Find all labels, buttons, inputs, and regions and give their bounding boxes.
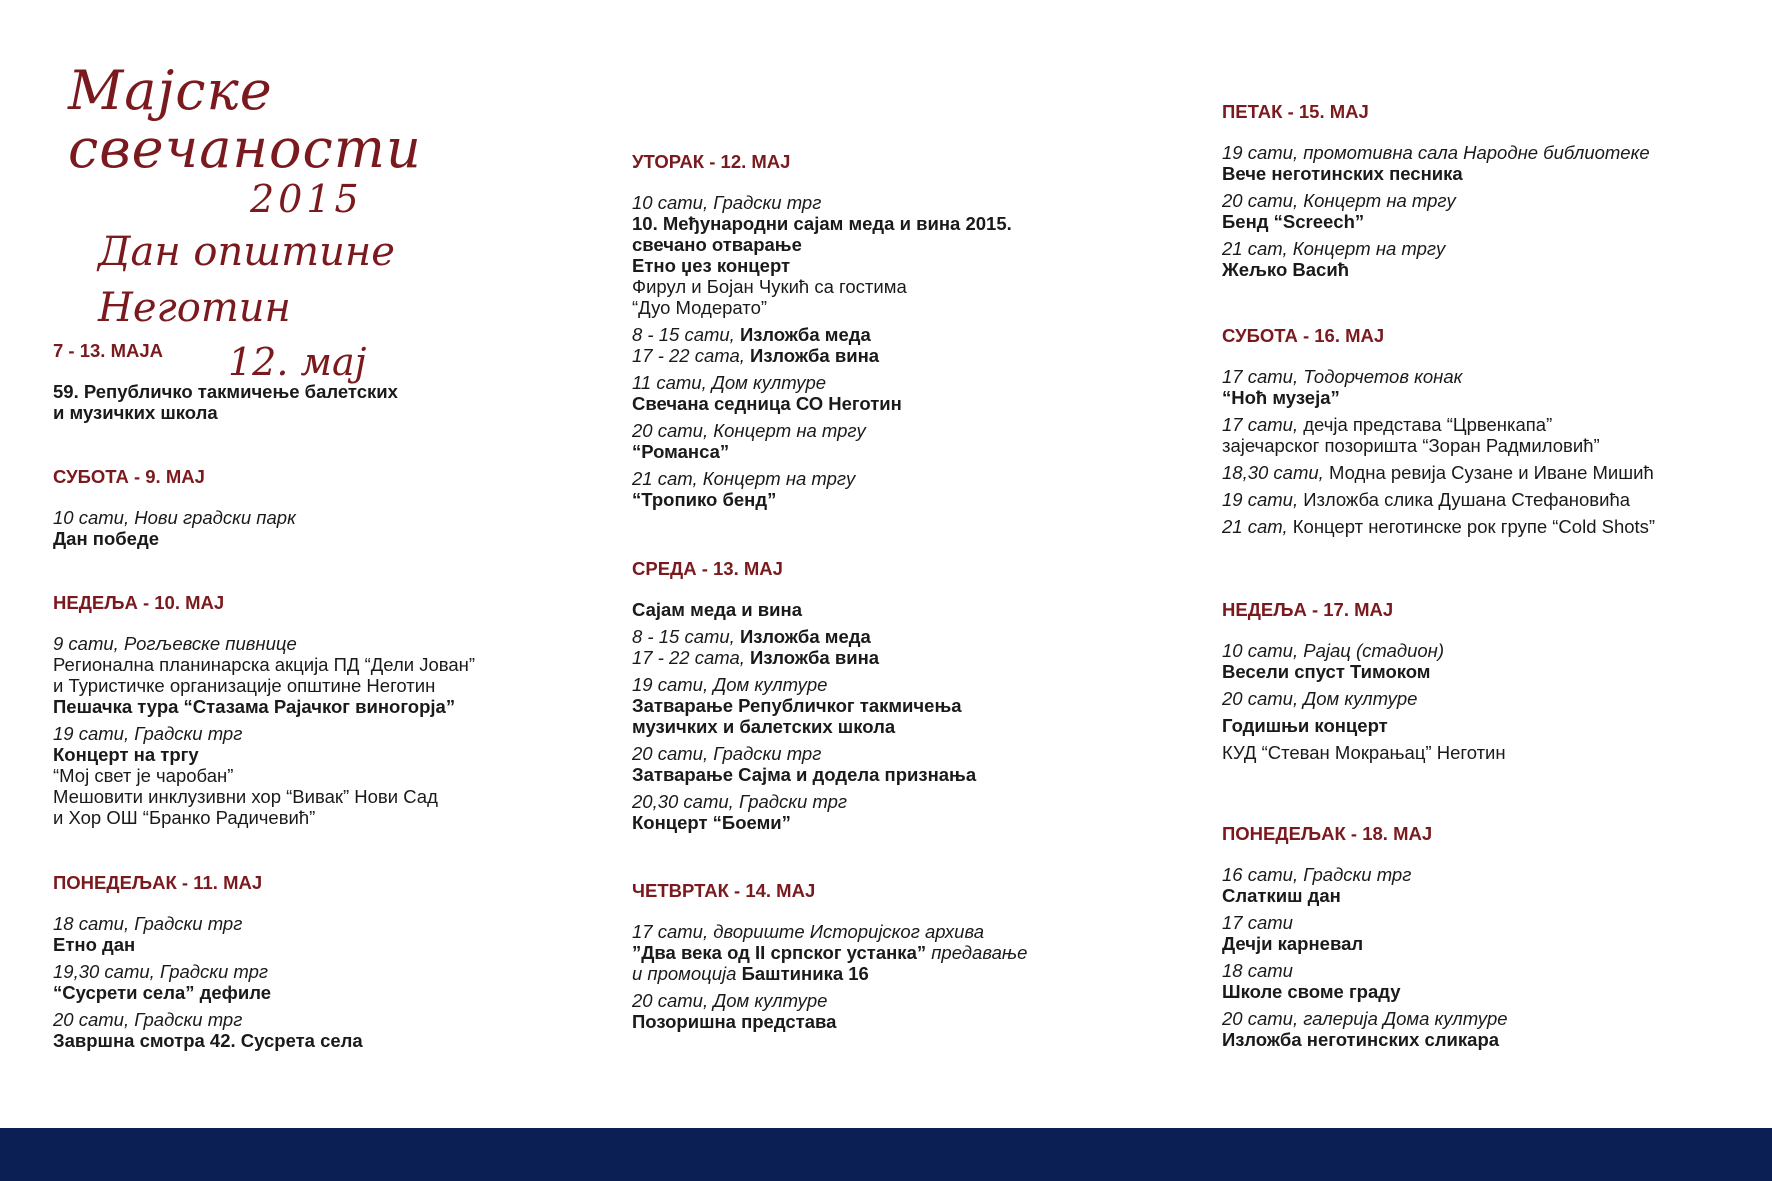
event-line bbox=[53, 765, 523, 786]
event-line bbox=[1222, 864, 1692, 885]
event-line bbox=[1222, 462, 1692, 483]
event-title: Концерт “Боеми” bbox=[632, 812, 791, 833]
event-line bbox=[632, 626, 1102, 647]
event-line bbox=[1222, 1029, 1692, 1050]
event-line bbox=[53, 1009, 523, 1030]
event-title: Етно дан bbox=[53, 934, 136, 955]
event-item bbox=[632, 599, 1102, 620]
event-time-place: 8 - 15 сати, bbox=[632, 324, 740, 345]
event-item bbox=[1222, 742, 1692, 763]
event-title: Позоришна представа bbox=[632, 1011, 837, 1032]
event-title: Концерт на тргу bbox=[53, 744, 199, 765]
event-text: и Хор ОШ “Бранко Радичевић” bbox=[53, 807, 316, 828]
event-line bbox=[1222, 238, 1692, 259]
event-title: Бенд “Screech” bbox=[1222, 211, 1365, 232]
event-text: Регионална планинарска акција ПД “Дели Јован” bbox=[53, 654, 476, 675]
event-line bbox=[53, 675, 523, 696]
event-line bbox=[632, 393, 1102, 414]
event-title: Годишњи концерт bbox=[1222, 715, 1388, 736]
event-line bbox=[632, 324, 1102, 345]
event-time-place: 20 сати, Дом културе bbox=[1222, 688, 1418, 709]
event-line bbox=[53, 913, 523, 934]
event-line bbox=[53, 528, 523, 549]
event-time-place: 20 сати, Градски трг bbox=[53, 1009, 243, 1030]
event-line bbox=[1222, 366, 1692, 387]
event-item bbox=[1222, 190, 1692, 232]
event-line bbox=[632, 489, 1102, 510]
event-time-place: 17 сати, двориште Историјског архива bbox=[632, 921, 985, 942]
event-text: Фирул и Бојан Чукић са гостима bbox=[632, 276, 907, 297]
event-item bbox=[53, 723, 523, 828]
event-item bbox=[1222, 688, 1692, 709]
event-time-place: 10 сати, Нови градски парк bbox=[53, 507, 296, 528]
event-text: зајечарског позоришта “Зоран Радмиловић” bbox=[1222, 435, 1600, 456]
event-line bbox=[1222, 1008, 1692, 1029]
event-item bbox=[1222, 516, 1692, 537]
event-item bbox=[1222, 142, 1692, 184]
event-line bbox=[632, 1011, 1102, 1032]
day-block bbox=[1222, 325, 1692, 543]
event-line bbox=[1222, 163, 1692, 184]
event-item bbox=[1222, 366, 1692, 408]
event-title: музичких и балетских школа bbox=[632, 716, 896, 737]
event-line bbox=[1222, 414, 1692, 435]
event-line bbox=[632, 213, 1102, 234]
event-line bbox=[1222, 960, 1692, 981]
event-text: “Дуо Модерато” bbox=[632, 297, 768, 318]
event-item bbox=[1222, 715, 1692, 736]
event-line bbox=[632, 990, 1102, 1011]
event-title: свечано отварање bbox=[632, 234, 802, 255]
event-line bbox=[1222, 688, 1692, 709]
event-time-place: 19 сати, промотивна сала Народне библиотеке bbox=[1222, 142, 1650, 163]
event-time-place: 11 сати, Дом културе bbox=[632, 372, 827, 393]
event-line bbox=[632, 674, 1102, 695]
event-item bbox=[53, 961, 523, 1003]
event-line bbox=[632, 743, 1102, 764]
day-heading: ЧЕТВРТАК - 14. МАЈ bbox=[632, 880, 816, 901]
event-line bbox=[53, 507, 523, 528]
event-text: Изложба слика Душана Стефановића bbox=[1303, 489, 1631, 510]
event-item bbox=[632, 743, 1102, 785]
event-item bbox=[1222, 960, 1692, 1002]
event-line bbox=[1222, 489, 1692, 510]
day-heading: СУБОТА - 9. МАЈ bbox=[53, 466, 205, 487]
event-time-place: 21 сат, Концерт на тргу bbox=[1222, 238, 1446, 259]
event-title: Затварање Сајма и додела признања bbox=[632, 764, 977, 785]
event-time-place: 20 сати, Градски трг bbox=[632, 743, 822, 764]
event-item bbox=[1222, 414, 1692, 456]
event-line bbox=[1222, 387, 1692, 408]
event-line bbox=[632, 192, 1102, 213]
event-item bbox=[632, 372, 1102, 414]
day-heading: УТОРАК - 12. МАЈ bbox=[632, 151, 791, 172]
event-line bbox=[632, 276, 1102, 297]
day-heading: НЕДЕЉА - 10. МАЈ bbox=[53, 592, 225, 613]
title-line-1: Мајске свечаности bbox=[68, 59, 422, 180]
event-line bbox=[1222, 640, 1692, 661]
event-text: и Туристичке организације општине Неготин bbox=[53, 675, 436, 696]
event-title: Весели спуст Тимоком bbox=[1222, 661, 1431, 682]
event-time-place: 10 сати, Градски трг bbox=[632, 192, 822, 213]
event-line bbox=[53, 633, 523, 654]
event-item bbox=[53, 913, 523, 955]
event-line bbox=[1222, 715, 1692, 736]
event-item bbox=[1222, 489, 1692, 510]
event-text: Концерт неготинске рок групе “Cold Shots” bbox=[1292, 516, 1656, 537]
day-block bbox=[1222, 101, 1692, 286]
event-item bbox=[632, 921, 1102, 984]
day-heading: ПОНЕДЕЉАК - 18. МАЈ bbox=[1222, 823, 1433, 844]
event-item bbox=[632, 791, 1102, 833]
event-time-place: 16 сати, Градски трг bbox=[1222, 864, 1412, 885]
day-heading: 7 - 13. МАЈА bbox=[53, 340, 164, 361]
event-item bbox=[632, 420, 1102, 462]
event-line bbox=[632, 372, 1102, 393]
event-line bbox=[53, 807, 523, 828]
event-title: Изложба неготинских сликара bbox=[1222, 1029, 1500, 1050]
event-item bbox=[1222, 912, 1692, 954]
event-line bbox=[632, 963, 1102, 984]
event-time-place: 21 сат, Концерт на тргу bbox=[632, 468, 856, 489]
event-text: Модна ревија Сузане и Иване Мишић bbox=[1328, 462, 1654, 483]
event-title: Етно џез концерт bbox=[632, 255, 791, 276]
event-line bbox=[1222, 981, 1692, 1002]
event-time-place: 20 сати, галерија Дома културе bbox=[1222, 1008, 1508, 1029]
event-line bbox=[632, 255, 1102, 276]
event-time-place: 19,30 сати, Градски трг bbox=[53, 961, 269, 982]
event-line bbox=[53, 961, 523, 982]
event-time-place: 18 сати bbox=[1222, 960, 1293, 981]
event-line bbox=[53, 934, 523, 955]
event-line bbox=[632, 345, 1102, 366]
day-heading: ПЕТАК - 15. МАЈ bbox=[1222, 101, 1369, 122]
day-block bbox=[632, 558, 1102, 839]
footer-bar bbox=[0, 1128, 1772, 1181]
event-line bbox=[1222, 661, 1692, 682]
event-time-place: 19 сати, Градски трг bbox=[53, 723, 243, 744]
event-time-place: 18 сати, Градски трг bbox=[53, 913, 243, 934]
day-heading: СУБОТА - 16. МАЈ bbox=[1222, 325, 1385, 346]
day-block bbox=[632, 151, 1102, 516]
event-title: Вече неготинских песника bbox=[1222, 163, 1463, 184]
event-item bbox=[53, 1009, 523, 1051]
event-time-place: 19 сати, bbox=[1222, 489, 1304, 510]
event-line bbox=[632, 599, 1102, 620]
event-item bbox=[1222, 864, 1692, 906]
event-time-place: 19 сати, Дом културе bbox=[632, 674, 828, 695]
event-title: Затварање Републичког такмичења bbox=[632, 695, 962, 716]
event-item bbox=[632, 468, 1102, 510]
title-year: 2015 bbox=[250, 177, 363, 221]
event-title: “Романса” bbox=[632, 441, 730, 462]
event-title: Школе своме граду bbox=[1222, 981, 1401, 1002]
event-item bbox=[53, 507, 523, 549]
event-line bbox=[632, 812, 1102, 833]
event-title: Завршна смотра 42. Сусрета села bbox=[53, 1030, 363, 1051]
event-item bbox=[632, 990, 1102, 1032]
event-line bbox=[632, 647, 1102, 668]
event-item bbox=[632, 674, 1102, 737]
event-title: “Тропико бенд” bbox=[632, 489, 777, 510]
event-item bbox=[1222, 462, 1692, 483]
event-time-place: 18,30 сати, bbox=[1222, 462, 1329, 483]
event-line bbox=[53, 982, 523, 1003]
event-title: Пешачка тура “Стазама Рајачког виногорја” bbox=[53, 696, 456, 717]
event-line bbox=[632, 695, 1102, 716]
event-text: Мешовити инклузивни хор “Вивак” Нови Сад bbox=[53, 786, 438, 807]
event-time-place: 17 сати, Тодорчетов конак bbox=[1222, 366, 1463, 387]
event-line bbox=[53, 786, 523, 807]
event-title: Жељко Васић bbox=[1222, 259, 1349, 280]
event-time-place: 17 - 22 сата, bbox=[632, 647, 751, 668]
event-title: Изложба вина bbox=[750, 647, 880, 668]
event-item bbox=[1222, 640, 1692, 682]
event-text: дечја представа “Црвенкапа” bbox=[1303, 414, 1553, 435]
event-time-place: предавање bbox=[926, 942, 1028, 963]
day-block bbox=[53, 592, 523, 834]
event-line bbox=[632, 297, 1102, 318]
event-title: 59. Републичко такмичење балетских bbox=[53, 381, 398, 402]
event-line bbox=[53, 723, 523, 744]
event-line bbox=[632, 921, 1102, 942]
event-line bbox=[53, 744, 523, 765]
event-line bbox=[632, 441, 1102, 462]
event-line bbox=[53, 402, 523, 423]
event-item bbox=[632, 192, 1102, 318]
event-time-place: 20 сати, Дом културе bbox=[632, 990, 828, 1011]
title-date: 12. мај bbox=[228, 340, 367, 384]
day-heading: НЕДЕЉА - 17. МАЈ bbox=[1222, 599, 1394, 620]
event-title: Дечји карневал bbox=[1222, 933, 1364, 954]
event-line bbox=[1222, 742, 1692, 763]
event-line bbox=[1222, 885, 1692, 906]
event-line bbox=[1222, 142, 1692, 163]
day-block bbox=[1222, 823, 1692, 1056]
event-title: “Ноћ музеја” bbox=[1222, 387, 1340, 408]
event-title: Дан победе bbox=[53, 528, 160, 549]
day-block bbox=[1222, 599, 1692, 769]
event-title: Баштиника 16 bbox=[741, 963, 869, 984]
event-title: ”Два века од II српског устанка” bbox=[632, 942, 927, 963]
event-time-place: 20,30 сати, Градски трг bbox=[632, 791, 848, 812]
day-block bbox=[53, 466, 523, 555]
event-item bbox=[53, 633, 523, 717]
day-heading: СРЕДА - 13. МАЈ bbox=[632, 558, 783, 579]
event-item bbox=[53, 381, 523, 423]
event-time-place: 20 сати, Концерт на тргу bbox=[1222, 190, 1456, 211]
event-time-place: 8 - 15 сати, bbox=[632, 626, 740, 647]
day-block bbox=[53, 340, 523, 429]
event-line bbox=[53, 1030, 523, 1051]
event-line bbox=[632, 791, 1102, 812]
title-subtitle: Дан општине Неготин bbox=[98, 229, 395, 331]
event-line bbox=[1222, 516, 1692, 537]
event-line bbox=[1222, 211, 1692, 232]
event-time-place: 9 сати, Рогљевске пивнице bbox=[53, 633, 297, 654]
event-item bbox=[632, 626, 1102, 668]
event-line bbox=[53, 381, 523, 402]
event-item bbox=[632, 324, 1102, 366]
event-line bbox=[632, 234, 1102, 255]
event-line bbox=[1222, 259, 1692, 280]
day-block bbox=[632, 880, 1102, 1038]
event-line bbox=[632, 942, 1102, 963]
event-time-place: 17 - 22 сата, bbox=[632, 345, 751, 366]
event-item bbox=[1222, 1008, 1692, 1050]
event-title: Изложба вина bbox=[750, 345, 880, 366]
event-title: Изложба меда bbox=[739, 324, 871, 345]
event-title: и музичких школа bbox=[53, 402, 218, 423]
event-title: Сајам меда и вина bbox=[632, 599, 802, 620]
event-title: 10. Међународни сајам меда и вина 2015. bbox=[632, 213, 1012, 234]
event-time-place: и промоција bbox=[632, 963, 742, 984]
event-line bbox=[1222, 435, 1692, 456]
event-time-place: 21 сат, bbox=[1222, 516, 1293, 537]
event-item bbox=[1222, 238, 1692, 280]
event-line bbox=[632, 716, 1102, 737]
event-title: Слаткиш дан bbox=[1222, 885, 1341, 906]
day-block bbox=[53, 872, 523, 1057]
event-time-place: 10 сати, Рајац (стадион) bbox=[1222, 640, 1445, 661]
event-line bbox=[632, 764, 1102, 785]
event-line bbox=[1222, 190, 1692, 211]
event-line bbox=[632, 420, 1102, 441]
event-text: “Мој свет је чаробан” bbox=[53, 765, 234, 786]
event-title: Изложба меда bbox=[739, 626, 871, 647]
day-heading: ПОНЕДЕЉАК - 11. МАЈ bbox=[53, 872, 263, 893]
event-line bbox=[632, 468, 1102, 489]
event-line bbox=[53, 696, 523, 717]
event-line bbox=[1222, 912, 1692, 933]
event-time-place: 17 сати, bbox=[1222, 414, 1304, 435]
event-line bbox=[1222, 933, 1692, 954]
event-time-place: 17 сати bbox=[1222, 912, 1293, 933]
event-title: “Сусрети села” дефиле bbox=[53, 982, 272, 1003]
event-time-place: 20 сати, Концерт на тргу bbox=[632, 420, 866, 441]
event-text: КУД “Стеван Мокрањац” Неготин bbox=[1222, 742, 1506, 763]
event-line bbox=[53, 654, 523, 675]
event-title: Свечана седница СО Неготин bbox=[632, 393, 902, 414]
